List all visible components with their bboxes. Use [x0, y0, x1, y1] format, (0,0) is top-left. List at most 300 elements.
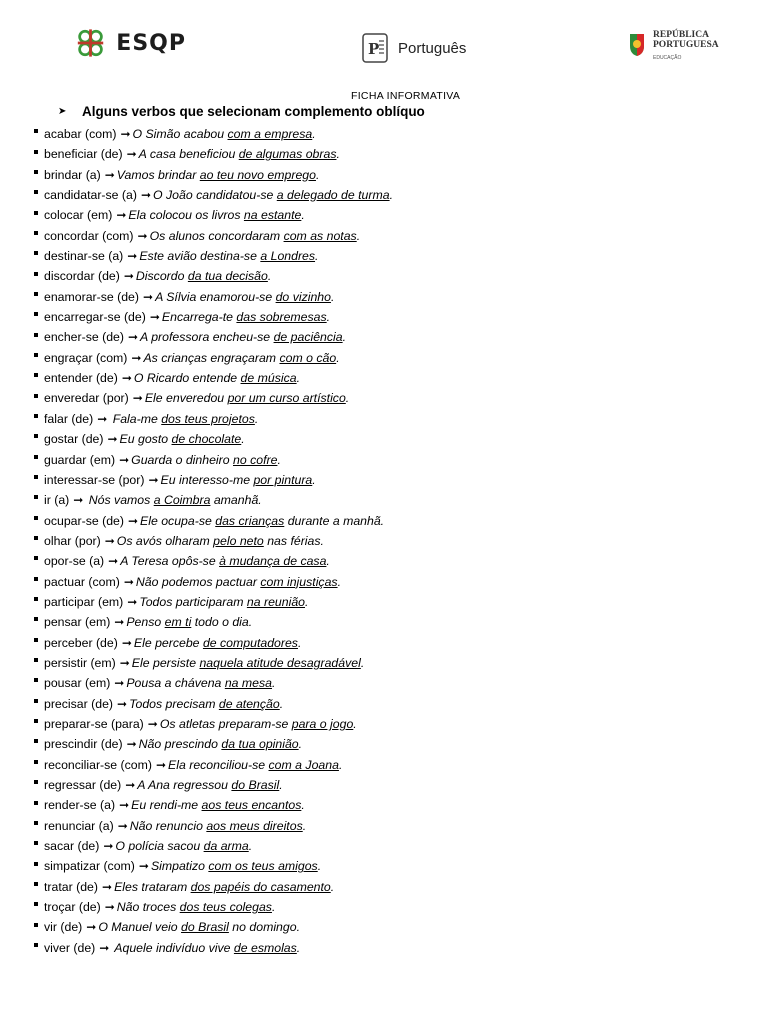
example-text: Ele ocupa-se — [140, 513, 216, 528]
square-bullet-icon — [34, 678, 38, 682]
example-sentence — [168, 755, 342, 775]
square-bullet-icon — [34, 638, 38, 642]
verb-regency: precisar (de) — [44, 696, 114, 711]
example-text: Os atletas preparam-se — [159, 716, 292, 731]
example-sentence — [115, 836, 252, 856]
list-item — [34, 714, 393, 734]
example-text-end: . — [301, 208, 305, 223]
right-arrow-icon: ➞ — [73, 493, 84, 508]
oblique-complement: das crianças — [215, 513, 285, 528]
example-sentence — [130, 816, 306, 836]
square-bullet-icon — [34, 373, 38, 377]
oblique-complement: para o jogo — [291, 716, 354, 731]
verb-regency: perceber (de) — [44, 635, 118, 650]
oblique-complement: com a empresa — [227, 127, 313, 141]
right-arrow-icon: ➞ — [104, 900, 115, 915]
gov-line-3: EDUCAÇÃO — [653, 55, 682, 61]
example-text-end: . — [279, 696, 284, 711]
list-item — [34, 572, 393, 592]
example-text: Os avós olharam — [116, 533, 214, 548]
square-bullet-icon — [34, 780, 38, 784]
oblique-complement: em ti — [164, 615, 192, 630]
list-item — [34, 816, 393, 836]
verb-regency: encher-se (de) — [44, 330, 124, 345]
example-sentence — [160, 714, 357, 734]
square-bullet-icon — [34, 658, 38, 662]
square-bullet-icon — [34, 251, 38, 255]
section-heading — [58, 104, 425, 119]
example-text-end: . — [271, 900, 276, 915]
example-text: Discordo — [135, 269, 188, 284]
document-title: FICHA INFORMATIVA — [351, 90, 461, 102]
right-arrow-icon: ➞ — [121, 371, 132, 386]
list-item — [34, 388, 393, 408]
right-arrow-icon: ➞ — [121, 635, 132, 650]
example-text-end: . — [301, 798, 305, 813]
square-bullet-icon — [34, 312, 38, 316]
list-item — [34, 429, 393, 449]
verb-regency: gostar (de) — [44, 432, 104, 447]
oblique-complement: de esmolas — [233, 940, 297, 955]
example-text-end: . — [277, 452, 281, 467]
square-bullet-icon — [34, 231, 38, 235]
example-text: A casa beneficiou — [138, 147, 239, 162]
right-arrow-icon: ➞ — [140, 188, 152, 203]
example-text-end: . — [267, 269, 272, 284]
verb-regency: viver (de) — [44, 940, 96, 955]
verb-regency: reconciliar-se (com) — [44, 757, 152, 772]
example-text-end: durante a manhã. — [284, 513, 385, 528]
right-arrow-icon: ➞ — [116, 208, 127, 223]
list-item — [34, 612, 393, 632]
square-bullet-icon — [34, 455, 38, 459]
verb-regency: enveredar (por) — [44, 391, 129, 406]
example-text: Eu rendi-me — [131, 798, 202, 813]
right-arrow-icon: ➞ — [143, 289, 154, 304]
example-text-end: . — [342, 330, 347, 345]
list-item — [34, 877, 393, 897]
example-text: Não prescindo — [138, 737, 222, 752]
example-text-end: . — [315, 167, 320, 182]
example-text: Este avião destina-se — [139, 249, 261, 264]
example-text-end: . — [305, 594, 309, 609]
oblique-complement: por um curso artístico — [227, 391, 346, 406]
oblique-complement: de música — [240, 371, 297, 386]
right-arrow-icon: ➞ — [127, 594, 138, 609]
square-bullet-icon — [34, 129, 38, 133]
square-bullet-icon — [34, 821, 38, 825]
list-item — [34, 755, 393, 775]
oblique-complement: naquela atitude desagradável — [199, 655, 361, 670]
example-text-end: . — [241, 432, 245, 447]
example-text: O Manuel veio — [98, 920, 182, 935]
right-arrow-icon: ➞ — [127, 330, 139, 345]
example-sentence — [136, 572, 341, 592]
example-text: Guarda o dinheiro — [131, 452, 233, 467]
example-text-end: . — [326, 554, 330, 569]
right-arrow-icon: ➞ — [86, 920, 97, 935]
right-arrow-icon: ➞ — [125, 778, 136, 792]
example-sentence — [143, 348, 339, 368]
oblique-complement: da tua opinião — [221, 737, 299, 752]
square-bullet-icon — [34, 577, 38, 581]
verb-regency: discordar (de) — [44, 269, 120, 284]
verb-regency: encarregar-se (de) — [44, 310, 146, 325]
oblique-complement: por pintura — [253, 472, 313, 487]
right-arrow-icon: ➞ — [147, 716, 158, 731]
right-arrow-icon: ➞ — [108, 554, 119, 569]
right-arrow-icon: ➞ — [102, 879, 113, 894]
example-sentence — [129, 694, 283, 714]
list-item — [34, 856, 393, 876]
verb-regency: concordar (com) — [44, 228, 134, 243]
example-text-end: . — [337, 574, 341, 589]
square-bullet-icon — [34, 434, 38, 438]
example-text-end: . — [356, 228, 361, 243]
example-text-end: . — [336, 350, 340, 365]
example-text: O polícia sacou — [115, 839, 204, 854]
square-bullet-icon — [34, 190, 38, 194]
example-text-end: . — [317, 859, 322, 874]
example-sentence — [161, 470, 316, 490]
verb-regency: colocar (em) — [44, 208, 113, 223]
list-item — [34, 795, 393, 815]
example-sentence — [162, 307, 330, 327]
oblique-complement: a delegado de turma — [276, 188, 390, 203]
verb-regency: vir (de) — [44, 920, 83, 935]
square-bullet-icon — [34, 760, 38, 764]
verb-regency: prescindir (de) — [44, 737, 123, 752]
example-text-end: . — [360, 655, 365, 670]
example-text-end: . — [330, 879, 335, 894]
square-bullet-icon — [34, 739, 38, 743]
oblique-complement: de computadores — [202, 635, 298, 650]
example-sentence — [140, 327, 346, 347]
example-text: Os alunos concordaram — [149, 228, 284, 243]
example-sentence — [131, 450, 281, 470]
oblique-complement: de paciência — [273, 330, 343, 345]
example-sentence — [139, 734, 302, 754]
list-item — [34, 653, 393, 673]
school-emblem-icon — [76, 26, 112, 60]
square-bullet-icon — [34, 882, 38, 886]
oblique-complement: na mesa — [224, 676, 272, 691]
right-arrow-icon: ➞ — [119, 452, 130, 467]
list-item — [34, 633, 393, 653]
right-arrow-icon: ➞ — [114, 615, 125, 630]
example-text: Penso — [126, 615, 165, 630]
verb-regency: participar (em) — [44, 594, 124, 609]
example-text-end: . — [312, 127, 316, 141]
oblique-complement: da tua decisão — [187, 269, 268, 284]
verb-regency: persistir (em) — [44, 655, 116, 670]
right-arrow-icon: ➞ — [126, 737, 137, 752]
example-text: Eu gosto — [119, 432, 172, 447]
list-item — [34, 470, 393, 490]
list-item — [34, 531, 393, 551]
list-item — [34, 917, 393, 937]
list-item — [34, 205, 393, 225]
verb-regency: tratar (de) — [44, 879, 98, 894]
oblique-complement: com o cão — [279, 350, 337, 365]
example-sentence — [131, 795, 305, 815]
list-item — [34, 327, 393, 347]
example-text: Nós vamos — [85, 493, 154, 508]
list-item — [34, 144, 393, 164]
example-sentence — [120, 429, 245, 449]
example-sentence — [153, 185, 393, 205]
oblique-complement: aos teus encantos — [201, 798, 302, 813]
gov-line-1: REPÚBLICA — [653, 30, 709, 40]
example-text-end: . — [271, 676, 276, 691]
list-item — [34, 551, 393, 571]
example-text: O Ricardo entende — [133, 371, 241, 386]
square-bullet-icon — [34, 923, 38, 927]
list-item — [34, 775, 393, 795]
example-sentence — [85, 490, 261, 510]
example-sentence — [145, 388, 349, 408]
example-text-end: . — [326, 310, 331, 325]
verb-regency: olhar (por) — [44, 533, 101, 548]
verb-regency: troçar (de) — [44, 900, 101, 915]
verb-regency: ocupar-se (de) — [44, 513, 124, 528]
verb-regency: pactuar (com) — [44, 574, 120, 589]
verb-regency: preparar-se (para) — [44, 716, 144, 731]
oblique-complement: dos teus colegas — [179, 900, 272, 915]
verb-regency: interessar-se (por) — [44, 472, 145, 487]
right-arrow-icon: ➞ — [132, 391, 143, 406]
example-text-end: . — [345, 391, 350, 406]
list-item — [34, 348, 393, 368]
example-text: Não renuncio — [129, 818, 207, 833]
example-sentence — [134, 633, 302, 653]
list-item — [34, 734, 393, 754]
square-bullet-icon — [34, 801, 38, 805]
verb-regency: brindar (a) — [44, 167, 101, 182]
square-bullet-icon — [34, 150, 38, 154]
example-text-end: . — [338, 757, 343, 772]
example-text: O Simão acabou — [132, 127, 228, 141]
verb-regency: render-se (a) — [44, 798, 116, 813]
verb-regency: falar (de) — [44, 411, 94, 426]
example-text-end: . — [298, 737, 303, 752]
right-arrow-icon: ➞ — [117, 818, 128, 833]
right-arrow-icon: ➞ — [148, 472, 159, 487]
example-text: Ela colocou os livros — [128, 208, 244, 223]
verb-regency: acabar (com) — [44, 127, 117, 141]
right-arrow-icon: ➞ — [104, 167, 115, 182]
verb-regency: opor-se (a) — [44, 554, 105, 569]
right-arrow-icon: ➞ — [99, 940, 110, 955]
oblique-complement: no cofre — [233, 452, 278, 467]
oblique-complement: do Brasil — [231, 778, 280, 792]
oblique-complement: dos papéis do casamento — [190, 879, 331, 894]
list-item — [34, 673, 393, 693]
oblique-complement: a Londres — [260, 249, 316, 264]
square-bullet-icon — [34, 516, 38, 520]
example-text-end: amanhã. — [210, 493, 262, 508]
right-arrow-icon: ➞ — [123, 574, 134, 589]
example-text: As crianças engraçaram — [143, 350, 280, 365]
example-sentence — [139, 246, 318, 266]
oblique-complement: com injustiças — [260, 574, 338, 589]
oblique-complement: de algumas obras — [238, 147, 337, 162]
right-arrow-icon: ➞ — [127, 513, 139, 528]
example-sentence — [117, 165, 320, 185]
oblique-complement: com os teus amigos — [208, 859, 318, 874]
example-text: Aquele indivíduo vive — [111, 940, 234, 955]
oblique-complement: dos teus projetos — [161, 411, 255, 426]
example-text: Simpatizo — [150, 859, 209, 874]
verb-regency: entender (de) — [44, 371, 118, 386]
example-sentence — [155, 287, 334, 307]
example-text-end: . — [297, 635, 302, 650]
list-item — [34, 938, 393, 958]
right-arrow-icon: ➞ — [138, 859, 149, 874]
oblique-complement: aos meus direitos — [206, 818, 303, 833]
example-text: Não troces — [116, 900, 180, 915]
right-arrow-icon: ➞ — [131, 350, 142, 365]
example-sentence — [133, 124, 316, 144]
example-text-end: no domingo. — [228, 920, 300, 935]
list-item — [34, 165, 393, 185]
right-arrow-icon: ➞ — [155, 757, 167, 772]
square-bullet-icon — [34, 719, 38, 723]
example-text-end: . — [330, 289, 335, 304]
verb-regency: pensar (em) — [44, 615, 111, 630]
list-item — [34, 409, 393, 429]
example-text: O João candidatou-se — [153, 188, 277, 203]
example-text-end: . — [312, 472, 316, 487]
verb-regency: pousar (em) — [44, 676, 111, 691]
example-text-end: . — [315, 249, 319, 264]
example-sentence — [151, 856, 321, 876]
example-text: Todos participaram — [139, 594, 247, 609]
square-bullet-icon — [34, 617, 38, 621]
example-text-end: . — [302, 818, 307, 833]
right-arrow-icon: ➞ — [119, 655, 130, 670]
example-sentence — [134, 368, 300, 388]
right-arrow-icon: ➞ — [117, 696, 128, 711]
example-text-end: . — [389, 188, 393, 203]
square-bullet-icon — [34, 170, 38, 174]
list-item — [34, 266, 393, 286]
oblique-complement: do Brasil — [181, 920, 229, 935]
list-item — [34, 226, 393, 246]
verb-regency: enamorar-se (de) — [44, 289, 139, 304]
right-arrow-icon: ➞ — [119, 798, 130, 813]
example-text-end: . — [336, 147, 340, 162]
example-sentence — [126, 612, 252, 632]
oblique-complement: de atenção — [218, 696, 280, 711]
list-item — [34, 592, 393, 612]
verb-list — [34, 124, 393, 958]
example-sentence — [120, 551, 330, 571]
svg-text:P: P — [368, 40, 380, 58]
subject-badge — [360, 32, 466, 64]
right-arrow-icon: ➞ — [149, 310, 160, 325]
list-item — [34, 246, 393, 266]
example-text: A Ana regressou — [137, 778, 232, 792]
list-item — [34, 836, 393, 856]
square-bullet-icon — [34, 536, 38, 540]
right-arrow-icon: ➞ — [120, 127, 131, 141]
verb-regency: simpatizar (com) — [44, 859, 135, 874]
example-sentence — [139, 144, 340, 164]
square-bullet-icon — [34, 841, 38, 845]
square-bullet-icon — [34, 414, 38, 418]
square-bullet-icon — [34, 333, 38, 337]
square-bullet-icon — [34, 353, 38, 357]
example-text-end: . — [296, 371, 301, 386]
list-item — [34, 511, 393, 531]
example-sentence — [117, 531, 324, 551]
verb-regency: beneficiar (de) — [44, 147, 123, 162]
oblique-complement: a Coimbra — [153, 493, 211, 508]
square-bullet-icon — [34, 597, 38, 601]
square-bullet-icon — [34, 292, 38, 296]
example-text-end: . — [296, 940, 301, 955]
example-text: Vamos brindar — [116, 167, 200, 182]
example-text: A Teresa opôs-se — [120, 554, 220, 569]
example-text: Eu interesso-me — [160, 472, 254, 487]
list-item — [34, 450, 393, 470]
example-sentence — [137, 775, 282, 795]
example-sentence — [140, 511, 384, 531]
oblique-complement: com as notas — [283, 228, 357, 243]
example-text: Fala-me — [109, 411, 162, 426]
example-text-end: . — [248, 839, 253, 854]
example-sentence — [117, 897, 276, 917]
example-text: Ele persiste — [131, 655, 200, 670]
square-bullet-icon — [34, 862, 38, 866]
square-bullet-icon — [34, 699, 38, 703]
oblique-complement: do vizinho — [275, 289, 331, 304]
example-text: Encarrega-te — [161, 310, 237, 325]
example-text: Não podemos pactuar — [135, 574, 261, 589]
list-item — [34, 368, 393, 388]
oblique-complement: ao teu novo emprego — [199, 167, 316, 182]
right-arrow-icon: ➞ — [103, 839, 114, 854]
example-sentence — [139, 592, 308, 612]
square-bullet-icon — [34, 943, 38, 947]
example-text-end: . — [254, 411, 259, 426]
square-bullet-icon — [34, 556, 38, 560]
square-bullet-icon — [34, 394, 38, 398]
square-bullet-icon — [34, 475, 38, 479]
oblique-complement: na reunião — [246, 594, 305, 609]
oblique-complement: pelo neto — [213, 533, 264, 548]
right-arrow-icon: ➞ — [104, 533, 115, 548]
right-arrow-icon: ➞ — [137, 228, 148, 243]
list-item — [34, 897, 393, 917]
square-bullet-icon — [34, 495, 38, 499]
right-arrow-icon: ➞ — [127, 249, 138, 264]
verb-regency: ir (a) — [44, 493, 70, 508]
list-item — [34, 694, 393, 714]
example-text: Ela reconciliou-se — [168, 757, 269, 772]
example-text: Eles trataram — [114, 879, 191, 894]
portugal-emblem-icon — [626, 30, 648, 58]
right-arrow-icon: ➞ — [97, 411, 108, 426]
right-arrow-icon: ➞ — [126, 147, 137, 162]
government-logo — [626, 30, 719, 63]
right-arrow-icon: ➞ — [114, 676, 125, 691]
verb-regency: engraçar (com) — [44, 350, 128, 365]
example-sentence — [128, 205, 304, 225]
verb-regency: destinar-se (a) — [44, 249, 124, 264]
school-name: ESQP — [116, 30, 186, 56]
